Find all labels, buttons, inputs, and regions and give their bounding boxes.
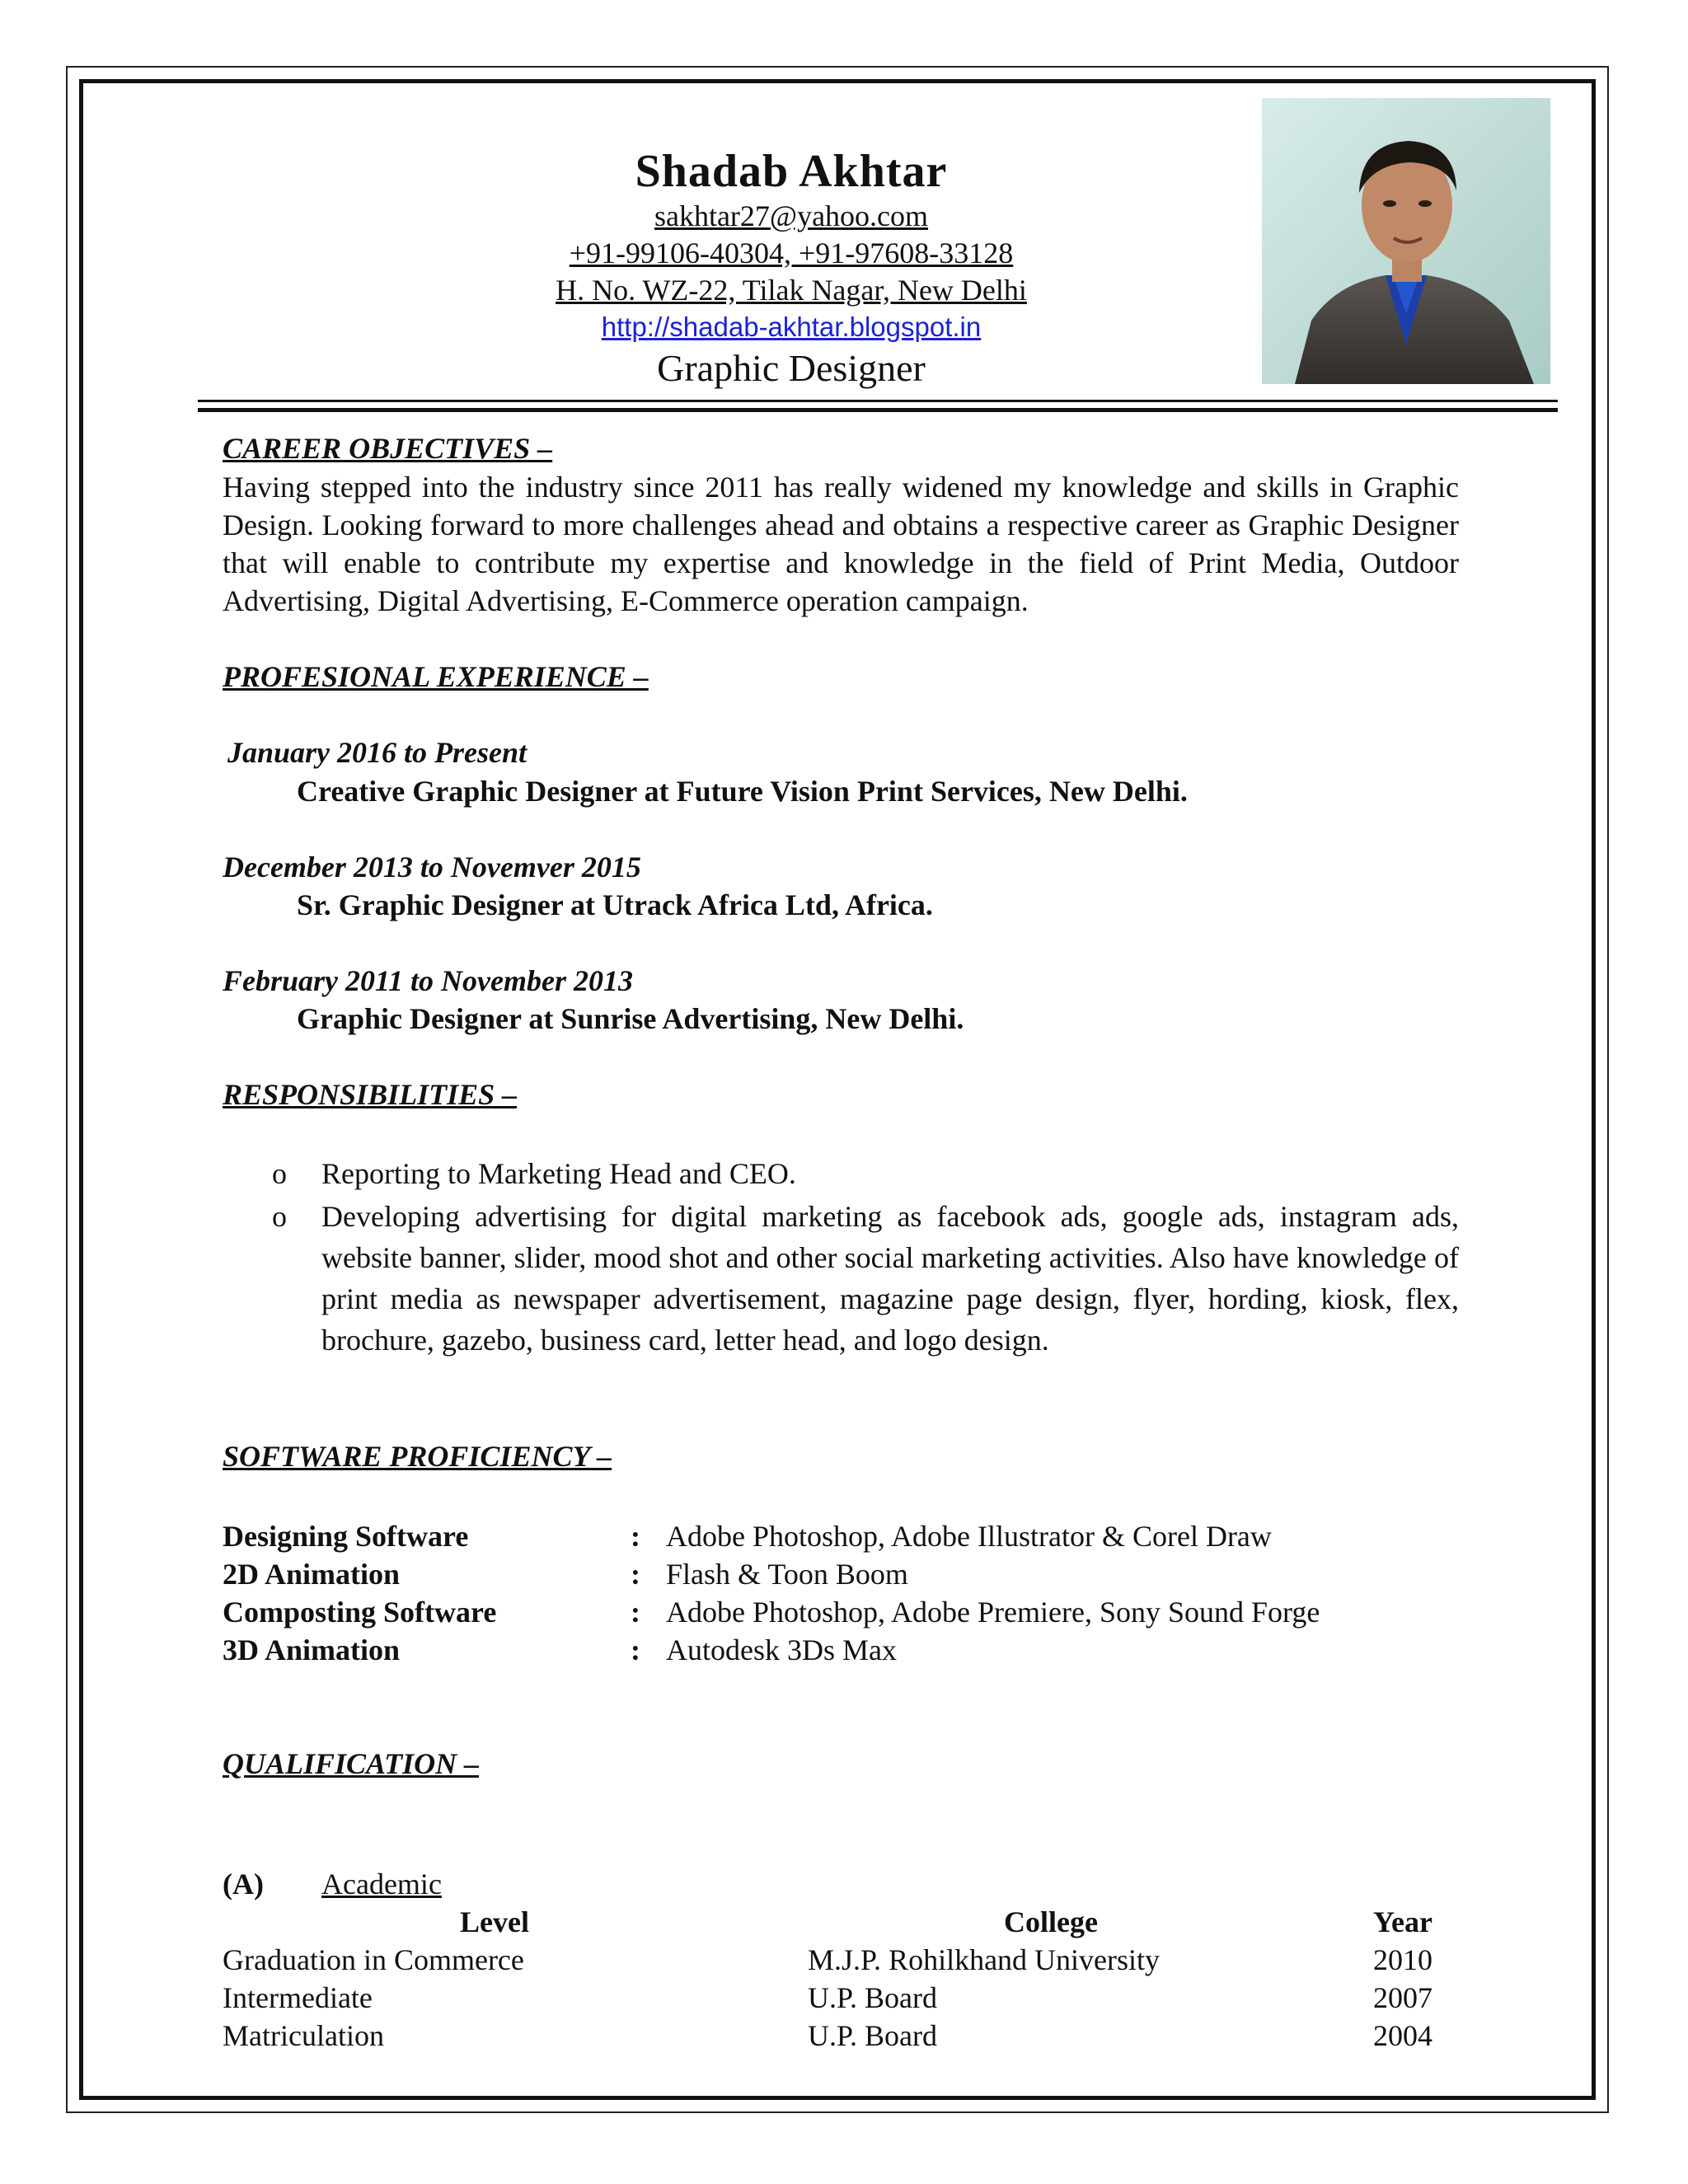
job-title: Graphic Designer at Sunrise Advertising, New Delhi.	[297, 1002, 964, 1035]
cell-college: U.P. Board	[808, 1981, 938, 2014]
cell-level: Intermediate	[223, 1981, 373, 2014]
cell-level: Graduation in Commerce	[223, 1943, 524, 1976]
email-text[interactable]: sakhtar27@yahoo.com	[654, 199, 929, 232]
job-title: Creative Graphic Designer at Future Vision Print Services, New Delhi.	[297, 775, 1188, 808]
software-label: Designing Software	[223, 1520, 469, 1553]
academic-label: Academic	[321, 1868, 442, 1900]
career-text: Having stepped into the industry since 2011 has really widened my knowledge and skills in Graphic Design. Looking forward to more challenges ahead and obtains a respective career as Graphic Designer that will enable to contribute my expertise and knowledge in the field of Print Media, Outdoor Advertising, Digital Advertising, E-Commerce operation campaign.	[223, 471, 1459, 617]
software-colon: :	[631, 1633, 640, 1666]
software-colon: :	[631, 1558, 640, 1591]
software-label: Composting Software	[223, 1596, 497, 1629]
list-item	[223, 1196, 1459, 1361]
responsibility-text: Developing advertising for digital marketing as facebook ads, google ads, instagram ads, website banner, slider, mood shot and other social marketing activities. Also have knowledge of print media as newspaper advertisement, magazine page design, flyer, hording, kiosk, flex, brochure, gazebo, business card, letter head, and logo design.	[321, 1200, 1459, 1357]
profile-photo	[1262, 98, 1550, 384]
phone-text: +91-99106-40304, +91-97608-33128	[569, 236, 1014, 269]
cell-year: 2004	[1373, 2019, 1432, 2052]
header-divider-thick	[198, 408, 1558, 412]
software-label: 3D Animation	[223, 1633, 401, 1666]
cell-college: U.P. Board	[808, 2019, 938, 2052]
job-title: Sr. Graphic Designer at Utrack Africa Ltd, Africa.	[297, 888, 933, 921]
academic-marker: (A)	[223, 1868, 264, 1900]
cell-level: Matriculation	[223, 2019, 384, 2052]
job-period: December 2013 to Novemver 2015	[223, 851, 641, 883]
software-label: 2D Animation	[223, 1558, 401, 1591]
job-period: February 2011 to November 2013	[223, 964, 633, 997]
software-heading: SOFTWARE PROFICIENCY –	[223, 1440, 612, 1473]
resume-header	[198, 147, 1385, 391]
cell-year: 2010	[1373, 1943, 1432, 1976]
job-period: January 2016 to Present	[227, 736, 528, 769]
software-value: Autodesk 3Ds Max	[666, 1633, 897, 1666]
table-row	[223, 2017, 1442, 2055]
column-header-college: College	[1004, 1905, 1098, 1938]
software-value: Adobe Photoshop, Adobe Illustrator & Corel Draw	[666, 1520, 1272, 1553]
candidate-name: Shadab Akhtar	[635, 146, 948, 197]
table-header	[223, 1903, 1442, 1941]
cell-college: M.J.P. Rohilkhand University	[808, 1943, 1160, 1976]
software-colon: :	[631, 1596, 640, 1629]
responsibility-text: Reporting to Marketing Head and CEO.	[321, 1157, 796, 1190]
software-value: Adobe Photoshop, Adobe Premiere, Sony Sound Forge	[666, 1596, 1320, 1629]
list-item	[223, 1153, 1459, 1194]
header-divider-thin	[198, 400, 1558, 402]
column-header-year: Year	[1373, 1905, 1432, 1938]
job-role: Graphic Designer	[657, 346, 926, 389]
table-row	[223, 1979, 1442, 2017]
qualification-heading: QUALIFICATION –	[223, 1747, 480, 1780]
website-link[interactable]: http://shadab-akhtar.blogspot.in	[601, 311, 982, 342]
responsibilities-heading: RESPONSIBILITIES –	[223, 1078, 518, 1111]
table-row	[223, 1941, 1442, 1979]
bullet-marker: o	[272, 1157, 287, 1190]
cell-year: 2007	[1373, 1981, 1432, 2014]
experience-heading: PROFESIONAL EXPERIENCE –	[223, 660, 649, 693]
software-colon: :	[631, 1520, 640, 1553]
column-header-level: Level	[460, 1905, 529, 1938]
academic-subheading	[223, 1865, 442, 1903]
address-text: H. No. WZ-22, Tilak Nagar, New Delhi	[556, 273, 1027, 307]
software-value: Flash & Toon Boom	[666, 1558, 908, 1591]
career-heading: CAREER OBJECTIVES –	[223, 432, 553, 465]
bullet-marker: o	[272, 1200, 287, 1233]
